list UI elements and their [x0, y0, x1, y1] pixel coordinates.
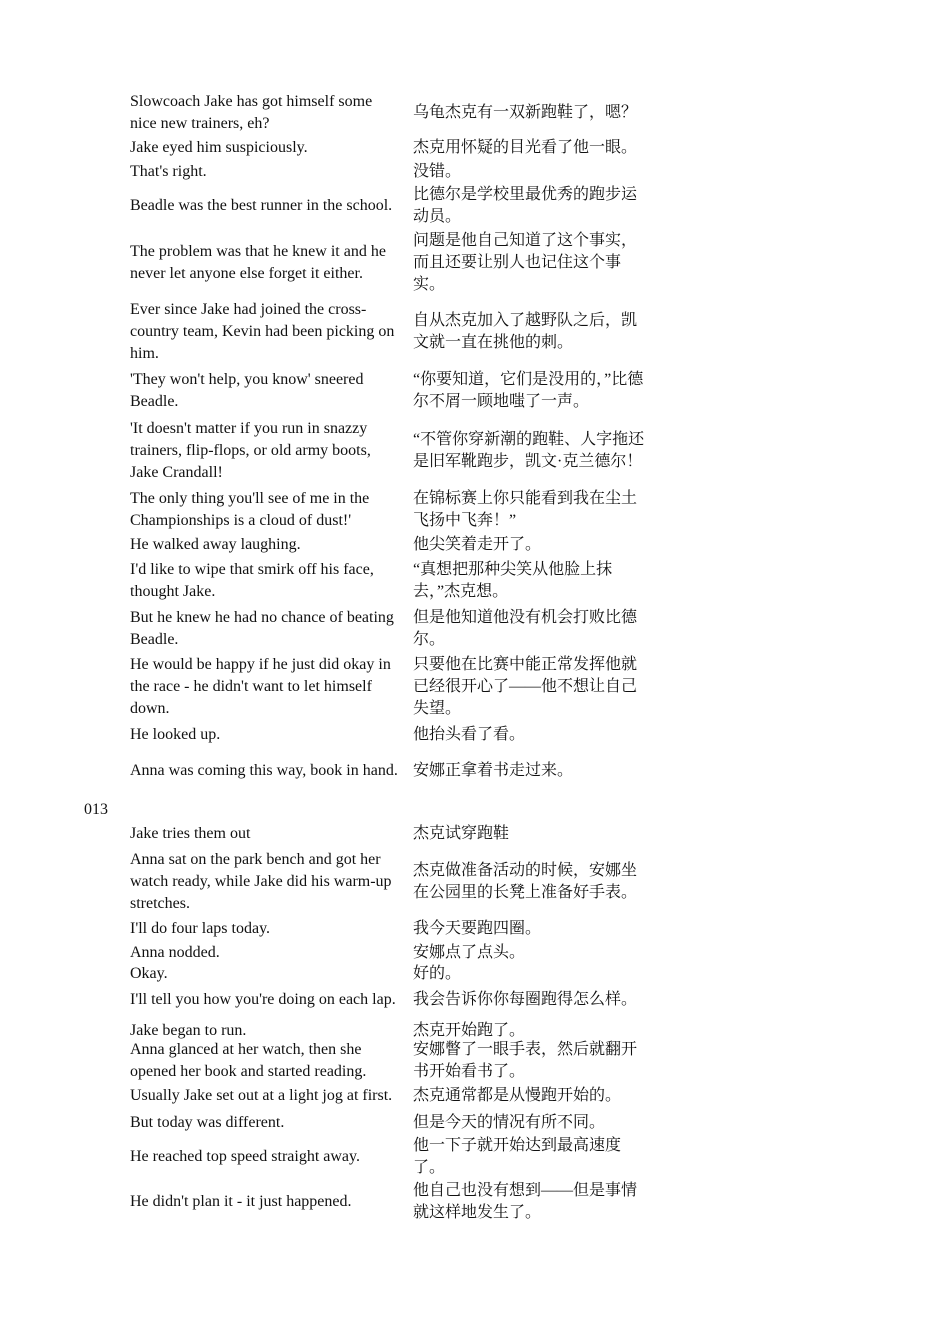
english-heading: Jake tries them out — [130, 825, 251, 842]
chinese-text: “你要知道，它们是没用的，”比德尔不屑一顾地嗤了一声。 — [413, 371, 644, 410]
english-text: The problem was that he knew it and he never let anyone else forget it either. — [130, 242, 386, 282]
chinese-text: 杰克做准备活动的时候，安娜坐在公园里的长凳上准备好手表。 — [413, 861, 638, 901]
chinese-text: 杰克开始跑了。 — [413, 1021, 526, 1039]
text-row — [130, 941, 645, 965]
english-text: Beadle was the best runner in the school. — [130, 197, 393, 214]
english-text: 'They won't help, you know' sneered Beadle. — [130, 371, 364, 410]
chinese-heading: 杰克试穿跑鞋 — [413, 825, 510, 842]
text-row — [130, 184, 645, 228]
chinese-text: 杰克用怀疑的目光看了他一眼。 — [413, 139, 638, 156]
chinese-text: 只要他在比赛中能正常发挥他就已经很开心了——他不想让自己失望。 — [413, 656, 638, 717]
bilingual-section-2 — [130, 822, 645, 1224]
text-row — [130, 1180, 645, 1224]
text-row — [130, 917, 645, 941]
text-row — [130, 228, 645, 297]
english-text: Ever since Jake had joined the cross-country team, Kevin had been picking on him. — [130, 300, 395, 362]
chinese-text: 比德尔是学校里最优秀的跑步运动员。 — [413, 186, 638, 225]
english-text: He walked away laughing. — [130, 536, 301, 553]
chinese-text: 安娜瞥了一眼手表，然后就翻开书开始看书了。 — [413, 1041, 638, 1080]
chinese-text: 他一下子就开始达到最高速度了。 — [413, 1136, 622, 1176]
text-row — [130, 748, 645, 794]
chinese-text: 杰克通常都是从慢跑开始的。 — [413, 1087, 622, 1104]
chinese-text: 但是他知道他没有机会打败比德尔。 — [413, 608, 638, 648]
chinese-text: 没错。 — [413, 163, 462, 180]
text-row — [130, 533, 645, 557]
text-row — [130, 1113, 645, 1133]
chinese-text: “真想把那种尖笑从他脸上抹去，”杰克想。 — [413, 561, 613, 600]
text-row — [130, 846, 645, 917]
chinese-text: 他尖笑着走开了。 — [413, 536, 542, 553]
chinese-text: 他自己也没有想到——但是事情就这样地发生了。 — [413, 1182, 638, 1221]
text-row — [130, 605, 645, 652]
english-text: But today was different. — [130, 1114, 285, 1131]
english-text: Usually Jake set out at a light jog at first. — [130, 1087, 393, 1104]
english-text: He looked up. — [130, 726, 221, 743]
english-text: 'It doesn't matter if you run in snazzy trainers, flip-flops, or old army boots, Jake Crandall! — [130, 420, 371, 481]
text-row — [130, 136, 645, 160]
chinese-text: 乌龟杰克有一双新跑鞋了，嗯？ — [413, 103, 638, 121]
chinese-text: 安娜点了点头。 — [413, 944, 526, 961]
bilingual-section-1 — [130, 89, 645, 794]
english-text: I'll tell you how you're doing on each lap. — [130, 991, 396, 1008]
text-row — [130, 89, 645, 136]
text-row — [130, 982, 645, 1018]
english-text: The only thing you'll see of me in the Championships is a cloud of dust!' — [130, 489, 370, 529]
english-text: He didn't plan it - it just happened. — [130, 1193, 352, 1210]
text-row — [130, 965, 645, 982]
english-text: Jake eyed him suspiciously. — [130, 139, 308, 156]
text-row — [130, 486, 645, 533]
text-row — [130, 557, 645, 605]
chinese-text: 好的。 — [413, 964, 462, 982]
chinese-text: 自从杰克加入了越野队之后，凯文就一直在挑他的刺。 — [413, 311, 638, 351]
english-text: Slowcoach Jake has got himself some nice new trainers, eh? — [130, 92, 373, 132]
text-row — [130, 1133, 645, 1180]
chinese-text: 他抬头看了看。 — [413, 726, 526, 743]
text-row — [130, 416, 645, 486]
english-text: Anna was coming this way, book in hand. — [130, 762, 398, 779]
chinese-text: 我会告诉你你每圈跑得怎么样。 — [413, 991, 638, 1008]
text-row — [130, 160, 645, 184]
english-text: Anna nodded. — [130, 944, 220, 961]
english-text: He reached top speed straight away. — [130, 1147, 360, 1165]
english-text: Anna sat on the park bench and got her watch ready, while Jake did his warm-up stretches. — [130, 850, 392, 912]
english-text: That's right. — [130, 163, 207, 180]
chinese-text: 安娜正拿着书走过来。 — [413, 762, 574, 779]
english-text: Jake began to run. — [130, 1021, 247, 1039]
text-row — [130, 1043, 645, 1079]
english-text: I'd like to wipe that smirk off his face, thought Jake. — [130, 561, 374, 600]
chinese-text: “不管你穿新潮的跑鞋、人字拖还是旧军靴跑步，凯文·克兰德尔！ — [413, 431, 645, 470]
english-text: I'll do four laps today. — [130, 920, 271, 937]
chinese-text: 我今天要跑四圈。 — [413, 920, 542, 937]
chinese-text: 问题是他自己知道了这个事实，而且还要让别人也记住这个事实。 — [413, 231, 638, 293]
text-row — [130, 722, 645, 748]
section-heading-row — [130, 822, 645, 846]
english-text: Okay. — [130, 964, 168, 982]
chinese-text: 在锦标赛上你只能看到我在尘土飞扬中飞奔！” — [413, 489, 638, 529]
text-row — [130, 366, 645, 416]
english-text: But he knew he had no chance of beating Beadle. — [130, 608, 394, 648]
chinese-text: 但是今天的情况有所不同。 — [413, 1114, 606, 1131]
page-number: 013 — [84, 801, 108, 818]
english-text: He would be happy if he just did okay in the race - he didn't want to let himself down. — [130, 656, 391, 717]
text-row — [130, 1079, 645, 1113]
english-text: Anna glanced at her watch, then she opened her book and started reading. — [130, 1041, 367, 1080]
text-row — [130, 652, 645, 722]
text-row — [130, 297, 645, 366]
